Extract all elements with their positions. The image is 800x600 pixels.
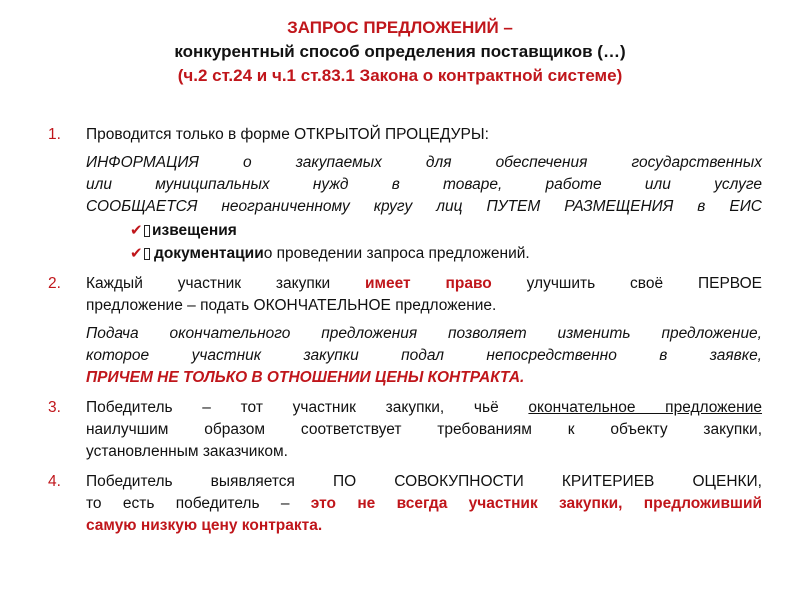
check-item-2-bold: документации	[154, 244, 264, 262]
item-4-line-b	[86, 493, 762, 515]
list-item-1	[48, 124, 762, 265]
item-3-line-c: установленным заказчиком.	[86, 443, 288, 460]
check-item-2	[130, 242, 762, 265]
item-1-text: Проводится только в форме ОТКРЫТОЙ ПРОЦЕДУРЫ:	[86, 126, 489, 143]
item-2-line-b: предложение – подать ОКОНЧАТЕЛЬНОЕ предложение.	[86, 297, 497, 314]
item-2-a2: улучшить своё ПЕРВОЕ	[491, 275, 762, 292]
item-4-line-c: самую низкую цену контракта.	[86, 517, 323, 534]
item-number: 4.	[48, 473, 61, 490]
item-2-quote-3: ПРИЧЕМ НЕ ТОЛЬКО В ОТНОШЕНИИ ЦЕНЫ КОНТРАКТА.	[86, 369, 525, 386]
title-line-1: ЗАПРОС ПРЕДЛОЖЕНИЙ –	[287, 18, 513, 37]
checkmark-icon: ✔	[130, 244, 143, 262]
item-number: 3.	[48, 399, 61, 416]
slide-body	[48, 124, 762, 537]
item-3-line-b: наилучшим образом соответствует требованиям к объекту закупки,	[86, 421, 762, 438]
item-4-b1: то есть победитель –	[86, 495, 311, 512]
item-2-quote-2: которое участник закупки подал непосредственно в заявке,	[86, 347, 762, 364]
title-line-3: (ч.2 ст.24 и ч.1 ст.83.1 Закона о контрактной системе)	[177, 66, 623, 85]
item-number: 1.	[48, 126, 61, 143]
item-2-highlight: имеет право	[365, 275, 492, 292]
checkmark-icon: ✔	[130, 221, 143, 239]
check-item-2-rest: о проведении запроса предложений.	[263, 244, 530, 262]
item-2-a1: Каждый участник закупки	[86, 275, 366, 292]
item-2-quote-1: Подача окончательного предложения позволяет изменить предложение,	[86, 325, 762, 342]
square-bullet-icon	[144, 248, 150, 260]
square-bullet-icon	[144, 225, 150, 237]
check-item-1	[130, 219, 762, 242]
list-item-2	[48, 273, 762, 389]
info-line-a: ИНФОРМАЦИЯ о закупаемых для обеспечения государственных	[86, 154, 762, 171]
item-4-line-a: Победитель выявляется ПО СОВОКУПНОСТИ КРИТЕРИЕВ ОЦЕНКИ,	[86, 473, 762, 490]
item-2-line-a	[86, 273, 762, 295]
check-list	[130, 219, 762, 265]
item-3-a1: Победитель – тот участник закупки, чьё	[86, 399, 529, 416]
list-item-3	[48, 397, 762, 463]
item-3-underlined: окончательное предложение	[528, 399, 763, 416]
item-4-highlight: это не всегда участник закупки, предложивший	[310, 495, 762, 512]
slide-title	[0, 16, 800, 88]
list-item-4	[48, 471, 762, 537]
check-item-1-label: извещения	[152, 221, 237, 239]
item-number: 2.	[48, 275, 61, 292]
info-line-c: СООБЩАЕТСЯ неограниченному кругу лиц ПУТЕМ РАЗМЕЩЕНИЯ в ЕИС	[86, 198, 762, 215]
info-line-b: или муниципальных нужд в товаре, работе или услуге	[86, 176, 762, 193]
item-3-line-a	[86, 397, 762, 419]
title-line-2: конкурентный способ определения поставщиков (…)	[174, 42, 626, 61]
